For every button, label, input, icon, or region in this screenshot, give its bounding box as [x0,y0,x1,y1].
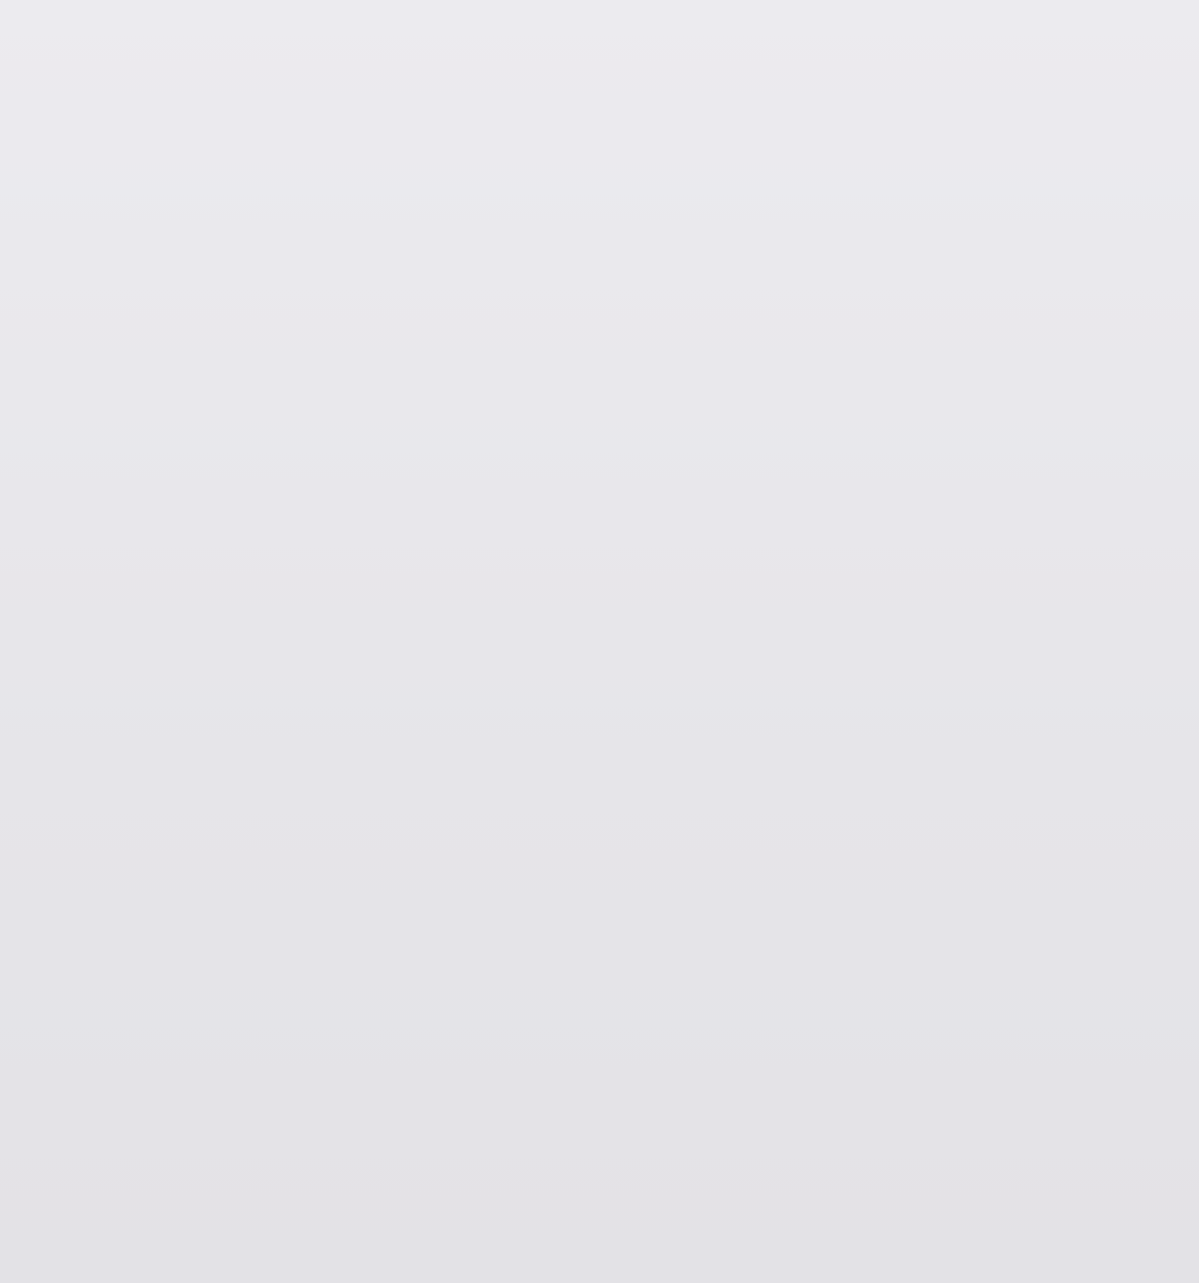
header-litera [43,12,99,338]
header-floors [99,12,158,338]
header-common [1002,88,1094,338]
header-total-area [614,12,738,338]
header-living [738,88,826,338]
header-summer [914,88,1002,338]
header-auxiliary [826,88,914,338]
header-groups [158,12,218,338]
header-room-numbers [218,12,282,338]
header-notes [1094,12,1176,338]
